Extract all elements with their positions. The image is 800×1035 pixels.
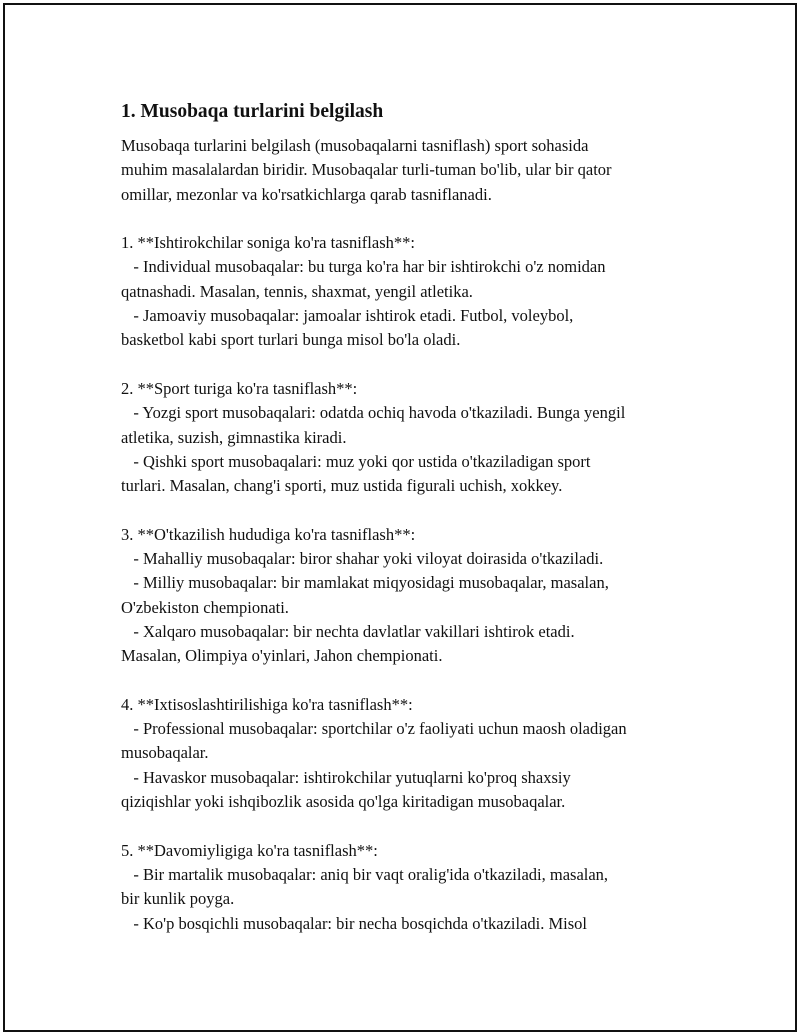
page-title: 1. Musobaqa turlarini belgilash — [121, 101, 384, 122]
section-line: Masalan, Olimpiya o'yinlari, Jahon chempionati. — [121, 646, 443, 666]
intro-paragraph — [121, 134, 721, 207]
section-line: - Professional musobaqalar: sportchilar o'z faoliyati uchun maosh oladigan — [121, 719, 627, 739]
intro-line: muhim masalalardan biridir. Musobaqalar turli-tuman bo'lib, ular bir qator — [121, 160, 612, 180]
intro-line: omillar, mezonlar va ko'rsatkichlarga qarab tasniflanadi. — [121, 184, 492, 204]
section-title: 1. **Ishtirokchilar soniga ko'ra tasniflash**: — [121, 233, 415, 253]
section-line: - Milliy musobaqalar: bir mamlakat miqyosidagi musobaqalar, masalan, — [121, 573, 609, 593]
section-title: 2. **Sport turiga ko'ra tasniflash**: — [121, 378, 358, 398]
section-line: atletika, suzish, gimnastika kiradi. — [121, 427, 347, 447]
section-line: - Jamoaviy musobaqalar: jamoalar ishtirok etadi. Futbol, voleybol, — [121, 306, 574, 326]
section-territory — [121, 523, 721, 669]
section-title: 5. **Davomiyligiga ko'ra tasniflash**: — [121, 840, 378, 860]
section-title: 4. **Ixtisoslashtirilishiga ko'ra tasniflash**: — [121, 694, 413, 714]
section-participants — [121, 231, 721, 352]
section-sport-type — [121, 377, 721, 498]
section-line: - Yozgi sport musobaqalari: odatda ochiq havoda o'tkaziladi. Bunga yengil — [121, 403, 626, 423]
section-line: - Individual musobaqalar: bu turga ko'ra har bir ishtirokchi o'z nomidan — [121, 257, 606, 277]
section-line: bir kunlik poyga. — [121, 889, 235, 909]
spacer — [121, 669, 721, 693]
document-body — [121, 99, 721, 936]
section-line: musobaqalar. — [121, 743, 209, 763]
section-line: O'zbekiston chempionati. — [121, 597, 289, 617]
section-line: turlari. Masalan, chang'i sporti, muz ustida figurali uchish, xokkey. — [121, 476, 563, 496]
section-line: - Ko'p bosqichli musobaqalar: bir necha bosqichda o'tkaziladi. Misol — [121, 913, 588, 933]
intro-line: Musobaqa turlarini belgilash (musobaqalarni tasniflash) sport sohasida — [121, 136, 589, 155]
section-duration — [121, 839, 721, 936]
section-line: - Bir martalik musobaqalar: aniq bir vaqt oralig'ida o'tkaziladi, masalan, — [121, 864, 609, 884]
section-line: - Havaskor musobaqalar: ishtirokchilar yutuqlarni ko'proq shaxsiy — [121, 767, 571, 787]
section-specialization — [121, 693, 721, 814]
section-line: basketbol kabi sport turlari bunga misol bo'la oladi. — [121, 330, 461, 350]
section-line: - Mahalliy musobaqalar: biror shahar yoki viloyat doirasida o'tkaziladi. — [121, 549, 604, 569]
section-line: qiziqishlar yoki ishqibozlik asosida qo'lga kiritadigan musobaqalar. — [121, 792, 566, 812]
spacer — [121, 498, 721, 522]
section-title: 3. **O'tkazilish hududiga ko'ra tasniflash**: — [121, 524, 416, 544]
spacer — [121, 207, 721, 231]
section-line: qatnashadi. Masalan, tennis, shaxmat, yengil atletika. — [121, 281, 473, 301]
spacer — [121, 353, 721, 377]
section-line: - Xalqaro musobaqalar: bir nechta davlatlar vakillari ishtirok etadi. — [121, 621, 575, 641]
page-frame — [3, 3, 797, 1032]
section-line: - Qishki sport musobaqalari: muz yoki qor ustida o'tkaziladigan sport — [121, 451, 591, 471]
spacer — [121, 814, 721, 838]
